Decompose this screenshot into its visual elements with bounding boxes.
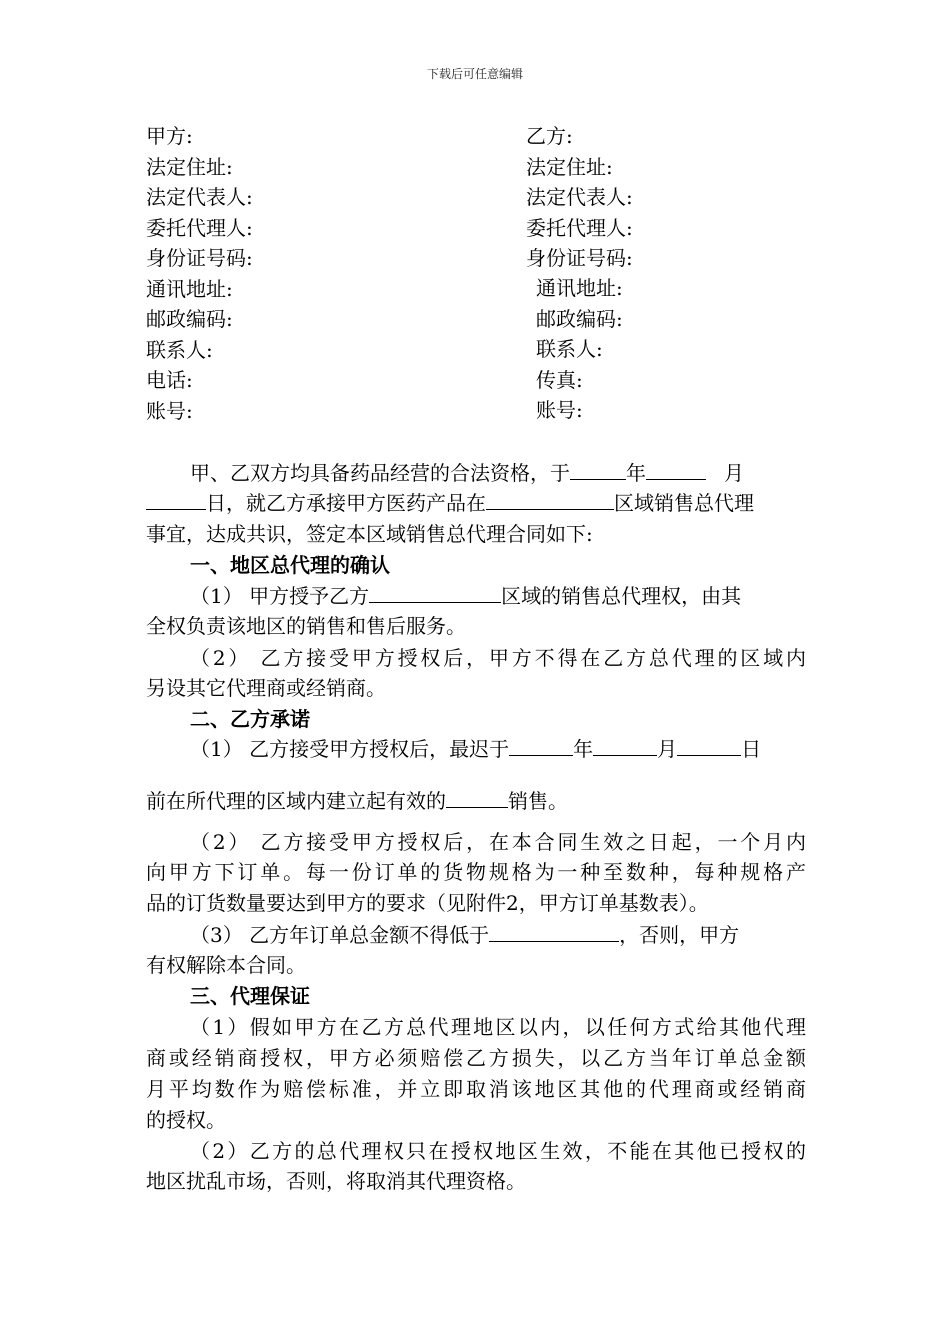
s3-p2-line-2: 地区扰乱市场，否则，将取消其代理资格。	[146, 1169, 526, 1193]
s3-p1-line-1: （1）假如甲方在乙方总代理地区以内，以任何方式给其他代理	[190, 1015, 806, 1039]
intro-text: 甲、乙双方均具备药品经营的合法资格，于	[190, 461, 570, 485]
s1-p1-line-1	[190, 581, 806, 611]
section-2-title: 二、乙方承诺	[190, 707, 310, 731]
intro-text: 日，就乙方承接甲方医药产品在	[206, 491, 486, 515]
blank-region	[369, 582, 501, 603]
s2-p3-line-1	[190, 920, 806, 950]
blank-month	[646, 459, 706, 480]
intro-line-1	[146, 458, 806, 488]
section-1-title: 一、地区总代理的确认	[190, 553, 390, 577]
party-b-agent: 委托代理人:	[526, 215, 633, 240]
party-a-contact: 联系人:	[146, 337, 213, 362]
intro-year-label: 年	[626, 461, 646, 485]
blank-month	[593, 735, 657, 756]
party-b-address: 法定住址:	[526, 154, 613, 179]
s3-p1-line-3: 月平均数作为赔偿标准，并立即取消该地区其他的代理商或经销商	[146, 1077, 806, 1101]
s3-p2-line-1: （2）乙方的总代理权只在授权地区生效，不能在其他已授权的	[190, 1139, 806, 1163]
section-3-title: 三、代理保证	[190, 984, 310, 1008]
s2-text: （1） 乙方接受甲方授权后，最迟于	[190, 737, 510, 761]
page-header: 下载后可任意编辑	[426, 67, 523, 81]
s2-text: 销售。	[508, 789, 568, 813]
party-a-account: 账号:	[146, 398, 193, 423]
blank-year	[509, 735, 573, 756]
s2-month-label: 月	[657, 737, 678, 761]
intro-line-2	[146, 488, 806, 518]
party-b-account: 账号:	[536, 398, 583, 422]
s1-text: 区域的销售总代理权，由其	[501, 584, 742, 608]
s2-p1-line-2	[146, 786, 806, 816]
party-b-representative: 法定代表人:	[526, 185, 633, 209]
party-a-block	[146, 121, 253, 426]
blank-day	[146, 489, 206, 510]
s3-p1-line-4: 的授权。	[146, 1108, 226, 1132]
party-a-representative: 法定代表人:	[146, 185, 253, 209]
blank-mode	[446, 787, 508, 808]
party-b-id-number: 身份证号码:	[526, 246, 633, 270]
s3-p1-line-2: 商或经销商授权，甲方必须赔偿乙方损失，以乙方当年订单总金额	[146, 1046, 806, 1070]
party-b-name: 乙方:	[526, 124, 573, 148]
s1-p2-line-2: 另设其它代理商或经销商。	[146, 676, 386, 700]
party-a-postcode: 邮政编码:	[146, 307, 233, 331]
party-a-address: 法定住址:	[146, 154, 233, 179]
s2-text: 前在所代理的区域内建立起有效的	[146, 789, 446, 813]
s2-p2-line-1: （2） 乙方接受甲方授权后，在本合同生效之日起，一个月内	[190, 830, 806, 854]
party-b-postcode: 邮政编码:	[536, 306, 623, 331]
s1-p2-line-1: （2） 乙方接受甲方授权后，甲方不得在乙方总代理的区域内	[190, 646, 806, 670]
s2-p3-line-2: 有权解除本合同。	[146, 953, 306, 977]
s2-text: （3） 乙方年订单总金额不得低于	[190, 923, 490, 947]
party-b-block-bottom	[536, 273, 623, 426]
s2-day-label: 日	[741, 737, 762, 761]
party-a-phone: 电话:	[146, 368, 193, 392]
blank-amount	[489, 921, 619, 942]
s2-p1-line-1	[190, 734, 806, 764]
s2-year-label: 年	[573, 737, 594, 761]
s2-p2-line-2: 向甲方下订单。每一份订单的货物规格为一种至数种，每种规格产	[146, 860, 806, 884]
intro-line-3: 事宜，达成共识，签定本区域销售总代理合同如下:	[146, 522, 593, 546]
blank-region	[486, 489, 614, 510]
s2-p2-line-3: 品的订货数量要达到甲方的要求（见附件2，甲方订单基数表）。	[146, 891, 709, 915]
blank-year	[570, 459, 626, 480]
party-a-agent: 委托代理人:	[146, 215, 253, 240]
party-a-mail-address: 通讯地址:	[146, 276, 233, 301]
intro-text: 区域销售总代理	[614, 491, 754, 515]
s1-p1-line-2: 全权负责该地区的销售和售后服务。	[146, 614, 466, 638]
party-b-fax: 传真:	[536, 367, 583, 392]
intro-month-label: 月	[724, 461, 744, 485]
party-b-mail-address: 通讯地址:	[536, 276, 623, 300]
party-b-contact: 联系人:	[536, 337, 603, 361]
s1-text: （1） 甲方授予乙方	[190, 584, 370, 608]
party-b-block-top	[526, 121, 633, 274]
party-a-id-number: 身份证号码:	[146, 246, 253, 270]
s2-text: ，否则，甲方	[619, 923, 740, 947]
blank-day	[677, 735, 741, 756]
party-a-name: 甲方:	[146, 124, 193, 148]
